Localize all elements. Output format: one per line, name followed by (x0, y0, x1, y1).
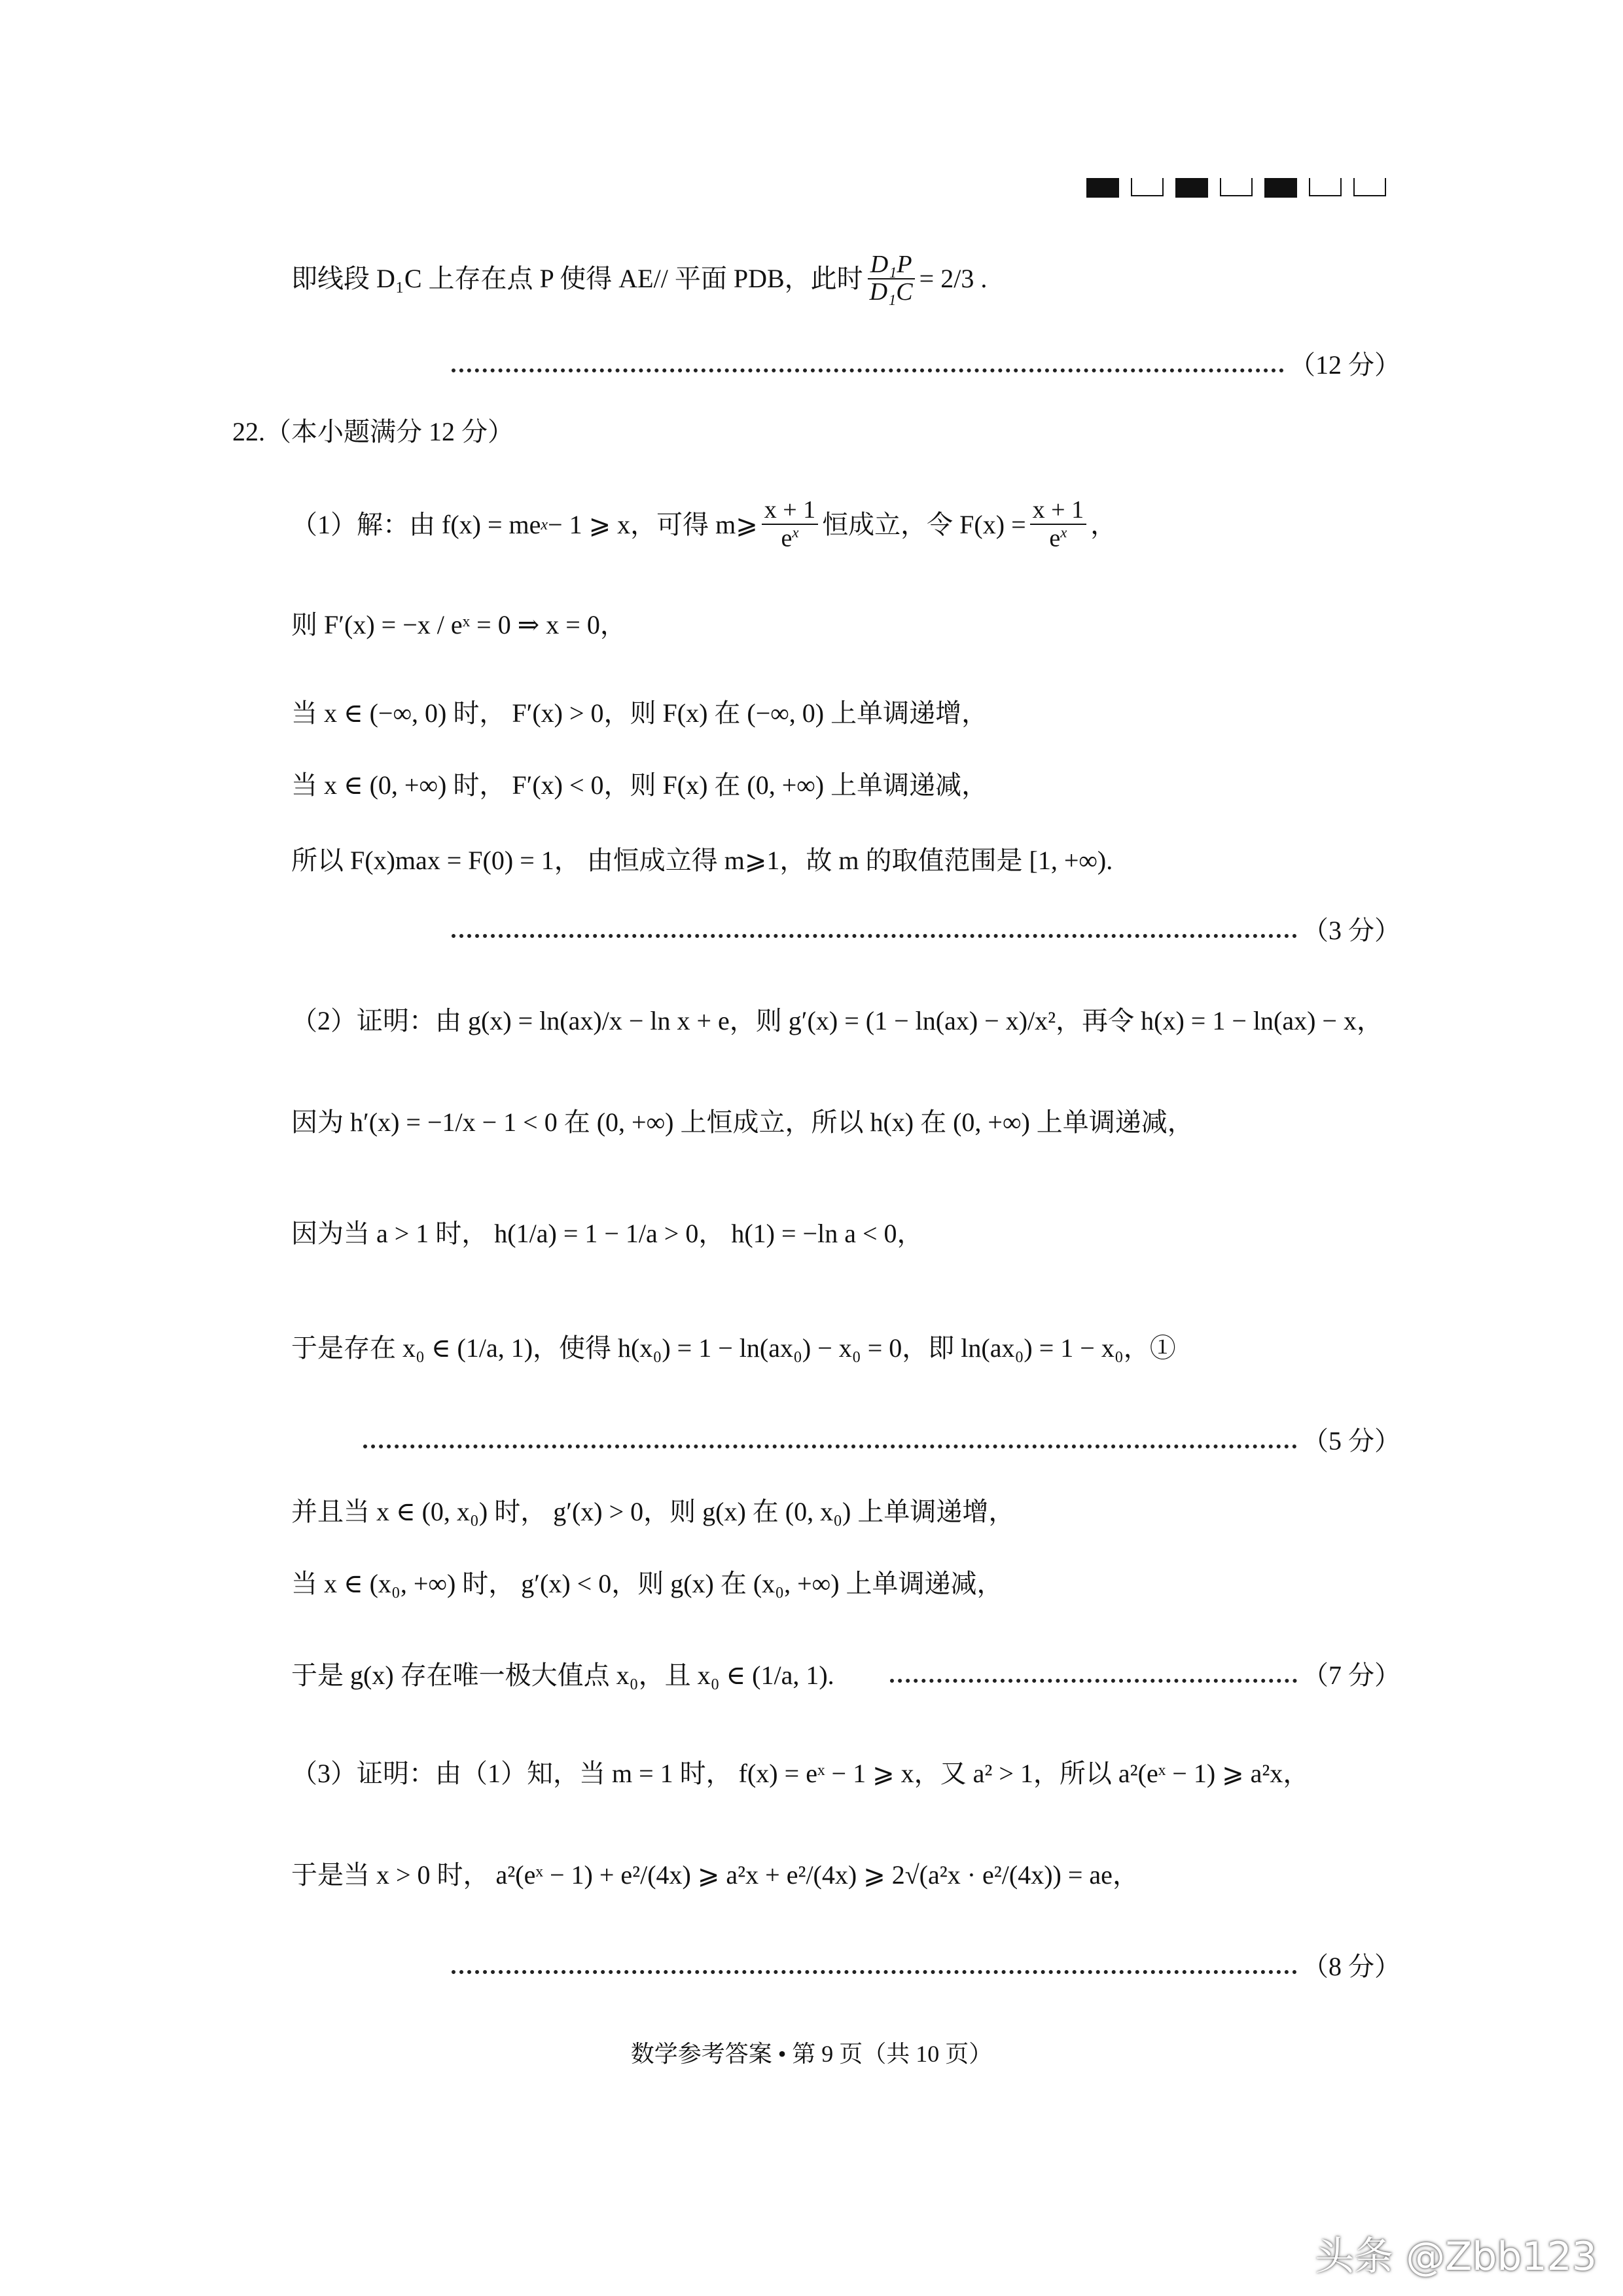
header-mark-solid (1086, 178, 1119, 198)
part2-line7: 于是 g(x) 存在唯一极大值点 x₀，且 x₀ ∈ (1/a, 1). (291, 1660, 834, 1690)
part1-line3: 当 x ∈ (−∞, 0) 时， F′(x) > 0，则 F(x) 在 (−∞, 0) 上单调递增， (291, 698, 988, 728)
part2-line6: 当 x ∈ (x₀, +∞) 时， g′(x) < 0，则 g(x) 在 (x₀, +∞) 上单调递减， (291, 1569, 1003, 1598)
part2-line4: 于是存在 x₀ ∈ (1/a, 1)，使得 h(x₀) = 1 − ln(ax₀) − x₀ = 0，即 ln(ax₀) = 1 − x₀，① (291, 1333, 1176, 1363)
score-leader-12 (452, 346, 1400, 385)
header-mark-open (1220, 178, 1253, 196)
part2-line5: 并且当 x ∈ (0, x₀) 时， g′(x) > 0，则 g(x) 在 (0, x₀) 上单调递增， (291, 1497, 1015, 1526)
part3-line2: 于是当 x > 0 时， a²(eˣ − 1) + e²/(4x) ⩾ a²x + e²/(4x) ⩾ 2√(a²x · e²/(4x)) = ae， (291, 1860, 1139, 1890)
part2-line1: （2）证明：由 g(x) = ln(ax)/x − ln x + e，则 g′(x) = (1 − ln(ax) − x)/x²，再令 h(x) = 1 − ln(ax) − x， (291, 1006, 1383, 1035)
part1-line1: （1）解：由 f(x) = me x − 1 ⩾ x，可得 m⩾ $\frac{x + 1}{e^x}$ 恒成立，令 F(x) = $\frac{x + 1}{e^x}$ ， (291, 496, 1117, 552)
watermark: 头条 @Zbb123 (1315, 2234, 1597, 2280)
header-mark-solid (1175, 178, 1208, 198)
part1-line4: 当 x ∈ (0, +∞) 时， F′(x) < 0，则 F(x) 在 (0, +∞) 上单调递减， (291, 770, 988, 800)
part1-line2: 则 F′(x) = −x / eˣ = 0 ⇒ x = 0， (291, 610, 626, 639)
part1-line5: 所以 F(x)max = F(0) = 1， 由恒成立得 m⩾1，故 m 的取值范围是 [1, +∞). (291, 846, 1113, 875)
prev-conclusion-line (291, 252, 987, 306)
page-footer: 数学参考答案 • 第 9 页（共 10 页） (630, 2041, 993, 2067)
header-marks (1086, 178, 1386, 198)
header-mark-open (1131, 178, 1164, 196)
ratio-fraction: $\frac{\text{D₁P}}{\text{D₁C}}$ (867, 252, 916, 306)
fraction-F: $\frac{x + 1}{e^x}$ (1030, 497, 1086, 552)
prev-conclusion-text: 即线段 D₁C 上存在点 P 使得 AE// 平面 PDB，此时 (291, 263, 863, 293)
header-mark-open (1353, 178, 1386, 196)
score-label: （12 分） (1289, 350, 1400, 380)
question-title: 22.（本小题满分 12 分） (232, 417, 514, 446)
score-leader-5: （5 分） (363, 1422, 1400, 1461)
score-leader-7: （7 分） (890, 1656, 1400, 1695)
part3-line1: （3）证明：由（1）知，当 m = 1 时， f(x) = eˣ − 1 ⩾ x，又 a² > 1，所以 a²(eˣ − 1) ⩾ a²x， (291, 1759, 1310, 1788)
header-mark-open (1309, 178, 1342, 196)
score-leader-3: （3 分） (452, 911, 1400, 950)
score-leader-8: （8 分） (452, 1947, 1400, 1986)
header-mark-solid (1264, 178, 1297, 198)
part2-line2: 因为 h′(x) = −1/x − 1 < 0 在 (0, +∞) 上恒成立，所以 h(x) 在 (0, +∞) 上单调递减， (291, 1107, 1194, 1137)
fraction-x-plus-1-over-ex: $\frac{x + 1}{e^x}$ (762, 497, 818, 552)
ratio-value: = 2/3 . (919, 263, 988, 293)
part2-line3: 因为当 a > 1 时， h(1/a) = 1 − 1/a > 0， h(1) = −ln a < 0， (291, 1219, 923, 1248)
